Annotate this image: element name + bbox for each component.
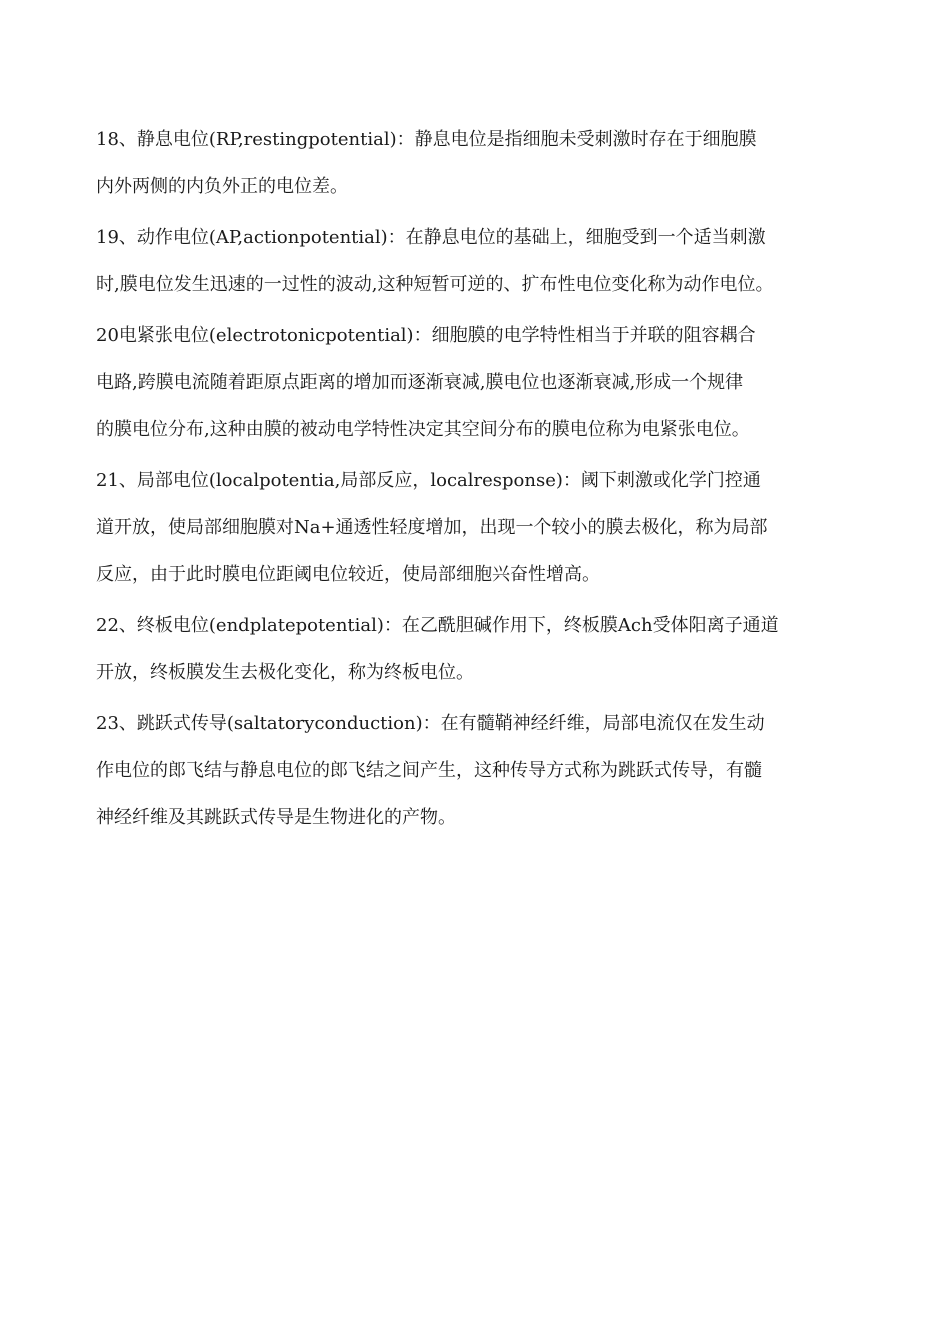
entry-line: 的膜电位分布,这种由膜的被动电学特性决定其空间分布的膜电位称为电紧张电位。	[96, 419, 750, 440]
entry-line: 18、静息电位(RP,restingpotential)：静息电位是指细胞未受刺激时存在于细胞膜	[96, 129, 757, 150]
entry-18-resting-potential	[96, 126, 890, 200]
entry-line: 内外两侧的内负外正的电位差。	[96, 176, 348, 197]
entry-line: 23、跳跃式传导(saltatoryconduction)：在有髓鞘神经纤维，局部电流仅在发生动	[96, 713, 765, 734]
entry-line: 20电紧张电位(electrotonicpotential)：细胞膜的电学特性相当于并联的阻容耦合	[96, 325, 756, 346]
entry-line: 反应，由于此时膜电位距阈电位较近，使局部细胞兴奋性增高。	[96, 564, 600, 585]
entry-line: 神经纤维及其跳跃式传导是生物进化的产物。	[96, 807, 456, 828]
entry-line: 21、局部电位(localpotentia,局部反应，localresponse)：阈下刺激或化学门控通	[96, 470, 761, 491]
entry-19-action-potential	[96, 224, 890, 298]
entry-line: 时,膜电位发生迅速的一过性的波动,这种短暂可逆的、扩布性电位变化称为动作电位。	[96, 274, 774, 295]
entry-line: 电路,跨膜电流随着距原点距离的增加而逐渐衰减,膜电位也逐渐衰减,形成一个规律	[96, 372, 744, 393]
entry-21-local-potential	[96, 467, 890, 588]
entry-20-electrotonic-potential	[96, 322, 890, 443]
entry-line: 开放，终板膜发生去极化变化，称为终板电位。	[96, 662, 474, 683]
entry-line: 19、动作电位(AP,actionpotential)：在静息电位的基础上，细胞受到一个适当刺激	[96, 227, 766, 248]
entry-22-endplate-potential	[96, 612, 890, 686]
entry-line: 道开放，使局部细胞膜对Na+通透性轻度增加，出现一个较小的膜去极化，称为局部	[96, 517, 768, 538]
entry-23-saltatory-conduction	[96, 710, 890, 831]
entry-line: 22、终板电位(endplatepotential)：在乙酰胆碱作用下，终板膜Ach受体阳离子通道	[96, 615, 779, 636]
entry-line: 作电位的郎飞结与静息电位的郎飞结之间产生，这种传导方式称为跳跃式传导，有髓	[96, 760, 762, 781]
